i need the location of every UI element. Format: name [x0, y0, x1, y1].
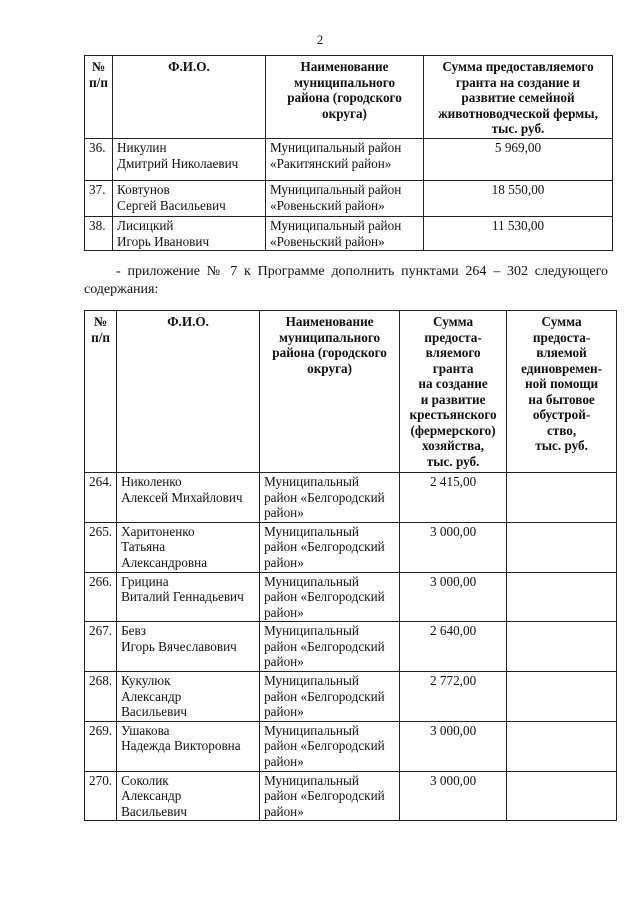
row-number: 38.: [85, 217, 113, 251]
text-line: тыс. руб.: [535, 438, 588, 453]
table-row: [85, 473, 617, 523]
table-row: [85, 622, 617, 672]
text-line: Муниципальный район: [270, 218, 402, 233]
text-line: район»: [264, 554, 304, 570]
row-number: 37.: [85, 181, 113, 217]
district-name: [266, 181, 424, 217]
text-line: Муниципальный: [264, 673, 359, 688]
person-name: [117, 473, 260, 523]
text-line: Ковтунов: [117, 182, 170, 197]
district-name: [260, 672, 400, 722]
district-name: [260, 572, 400, 622]
district-name: [260, 522, 400, 572]
text-line: район»: [264, 753, 304, 769]
person-name: [117, 672, 260, 722]
paragraph-line-1: - приложение № 7 к Программе дополнить пунктами 264 – 302 следующего: [116, 264, 608, 279]
text-line: муниципального: [279, 329, 381, 345]
header-number: [85, 56, 113, 139]
one-time-help-sum: [507, 771, 617, 821]
row-number: 270.: [85, 771, 117, 821]
text-line: обустрой-: [532, 407, 591, 422]
text-line: гранта: [432, 360, 474, 376]
text-line: ство,: [546, 422, 577, 438]
person-name: [117, 771, 260, 821]
text-line: район «Белгородский: [264, 539, 385, 554]
one-time-help-sum: [507, 622, 617, 672]
grant-table-peasant-farm: [84, 310, 617, 821]
grant-sum: 3 000,00: [400, 721, 507, 771]
text-line: ной помощи: [524, 376, 599, 391]
header-district: [266, 56, 424, 139]
one-time-help-sum: [507, 473, 617, 523]
text-line: район «Белгородский: [264, 738, 385, 753]
text-line: района (городского: [287, 90, 402, 105]
text-line: предоста-: [532, 329, 591, 345]
district-name: [260, 473, 400, 523]
text-line: Кукулюк: [121, 673, 171, 688]
text-line: Ф.И.О.: [168, 59, 210, 74]
text-line: животноводческой фермы,: [438, 105, 598, 121]
text-line: п/п: [89, 74, 108, 90]
text-line: район «Белгородский: [264, 688, 385, 704]
text-line: Бевз: [121, 623, 146, 638]
text-line: Муниципальный: [264, 523, 359, 539]
text-line: район»: [264, 803, 304, 819]
person-name: [117, 522, 260, 572]
header-number: [85, 311, 117, 473]
district-name: [266, 139, 424, 181]
row-number: 269.: [85, 721, 117, 771]
text-line: развитие семейной: [461, 90, 575, 105]
grant-sum: 5 969,00: [424, 139, 613, 181]
text-line: тыс. руб.: [491, 121, 545, 136]
text-line: предоста-: [424, 329, 482, 345]
text-line: «Ракитянский район»: [270, 155, 392, 171]
text-line: тыс. руб.: [426, 453, 480, 469]
district-name: [260, 771, 400, 821]
text-line: Лисицкий: [117, 218, 174, 233]
grant-sum: 11 530,00: [424, 217, 613, 251]
text-line: (фермерского): [410, 422, 496, 438]
text-line: вляемой: [536, 345, 587, 360]
grant-sum: 2 772,00: [400, 672, 507, 722]
row-number: 267.: [85, 622, 117, 672]
text-line: Муниципальный: [264, 474, 359, 489]
person-name: [113, 139, 266, 181]
text-line: Дмитрий Николаевич: [117, 155, 239, 171]
person-name: [113, 181, 266, 217]
row-number: 266.: [85, 572, 117, 622]
table-row: [85, 181, 613, 217]
paragraph-line-2: содержания:: [84, 282, 159, 297]
text-line: крестьянского: [409, 407, 497, 422]
text-line: гранта на создание и: [455, 74, 581, 90]
text-line: Муниципальный: [264, 573, 359, 589]
text-line: Васильевич: [121, 803, 188, 819]
header-district: [260, 311, 400, 473]
text-line: Сумма: [541, 314, 582, 329]
text-line: Муниципальный: [264, 623, 359, 638]
text-line: вляемого: [425, 345, 481, 360]
district-name: [266, 217, 424, 251]
text-line: Наименование: [285, 314, 374, 329]
row-number: 265.: [85, 522, 117, 572]
text-line: Виталий Геннадьевич: [121, 589, 244, 604]
text-line: Грицина: [121, 573, 169, 589]
text-line: на создание: [418, 376, 488, 391]
text-line: район «Белгородский: [264, 489, 385, 505]
header-grant-sum: [400, 311, 507, 473]
page-number: 2: [316, 32, 324, 47]
text-line: округа): [322, 105, 367, 121]
text-line: район «Белгородский: [264, 589, 385, 604]
text-line: район»: [264, 505, 304, 520]
grant-sum: 2 640,00: [400, 622, 507, 672]
district-name: [260, 721, 400, 771]
table-row: [85, 522, 617, 572]
text-line: Соколик: [121, 772, 169, 788]
table-row: [85, 721, 617, 771]
text-line: район»: [264, 704, 304, 719]
grant-sum: 18 550,00: [424, 181, 613, 217]
table-row: [85, 771, 617, 821]
text-line: п/п: [91, 329, 110, 345]
text-line: и развитие: [420, 391, 486, 407]
text-line: Александровна: [121, 554, 208, 570]
text-line: Васильевич: [121, 704, 188, 719]
grant-sum: 3 000,00: [400, 522, 507, 572]
one-time-help-sum: [507, 672, 617, 722]
text-line: Алексей Михайлович: [121, 489, 243, 505]
row-number: 36.: [85, 139, 113, 181]
grant-table-family-farm: [84, 55, 613, 251]
person-name: [117, 622, 260, 672]
text-line: Надежда Викторовна: [121, 738, 241, 753]
text-line: округа): [307, 360, 353, 376]
text-line: хозяйства,: [422, 438, 485, 453]
text-line: муниципального: [293, 74, 396, 90]
grant-sum: 3 000,00: [400, 572, 507, 622]
table-row: [85, 217, 613, 251]
person-name: [117, 721, 260, 771]
text-line: Ф.И.О.: [167, 314, 209, 329]
text-line: «Ровеньский район»: [270, 233, 385, 249]
text-line: единовремен-: [521, 360, 603, 376]
text-line: Никулин: [117, 140, 167, 155]
text-line: Сергей Васильевич: [117, 197, 226, 213]
text-line: №: [91, 59, 106, 74]
person-name: [117, 572, 260, 622]
row-number: 268.: [85, 672, 117, 722]
header-one-time-help-sum: [507, 311, 617, 473]
text-line: «Ровеньский район»: [270, 197, 385, 213]
grant-sum: 2 415,00: [400, 473, 507, 523]
district-name: [260, 622, 400, 672]
text-line: Наименование: [300, 59, 389, 74]
table-row: [85, 139, 613, 181]
header-name: [113, 56, 266, 139]
table-row: [85, 572, 617, 622]
text-line: Муниципальный район: [270, 140, 402, 155]
text-line: район»: [264, 604, 304, 620]
person-name: [113, 217, 266, 251]
grant-sum: 3 000,00: [400, 771, 507, 821]
text-line: район «Белгородский: [264, 788, 385, 803]
text-line: Татьяна: [121, 539, 166, 554]
table-row: [85, 672, 617, 722]
table-header-row: [85, 311, 617, 473]
one-time-help-sum: [507, 721, 617, 771]
text-line: район «Белгородский: [264, 638, 385, 654]
text-line: Муниципальный: [264, 722, 359, 738]
text-line: Сумма предоставляемого: [442, 59, 594, 74]
text-line: района (городского: [272, 345, 387, 360]
text-line: Сумма: [433, 314, 474, 329]
table-header-row: [85, 56, 613, 139]
amendment-paragraph: [84, 263, 608, 299]
one-time-help-sum: [507, 522, 617, 572]
text-line: Муниципальный: [264, 772, 359, 788]
header-name: [117, 311, 260, 473]
one-time-help-sum: [507, 572, 617, 622]
text-line: Николенко: [121, 474, 182, 489]
text-line: район»: [264, 654, 304, 669]
text-line: на бытовое: [528, 391, 595, 407]
header-grant-sum: [424, 56, 613, 139]
text-line: Александр: [121, 788, 182, 803]
text-line: Игорь Иванович: [117, 233, 210, 249]
text-line: Александр: [121, 688, 182, 704]
text-line: Игорь Вячеславович: [121, 638, 237, 654]
text-line: Муниципальный район: [270, 182, 402, 197]
row-number: 264.: [85, 473, 117, 523]
text-line: Харитоненко: [121, 523, 195, 539]
text-line: №: [93, 314, 108, 329]
text-line: Ушакова: [121, 722, 170, 738]
